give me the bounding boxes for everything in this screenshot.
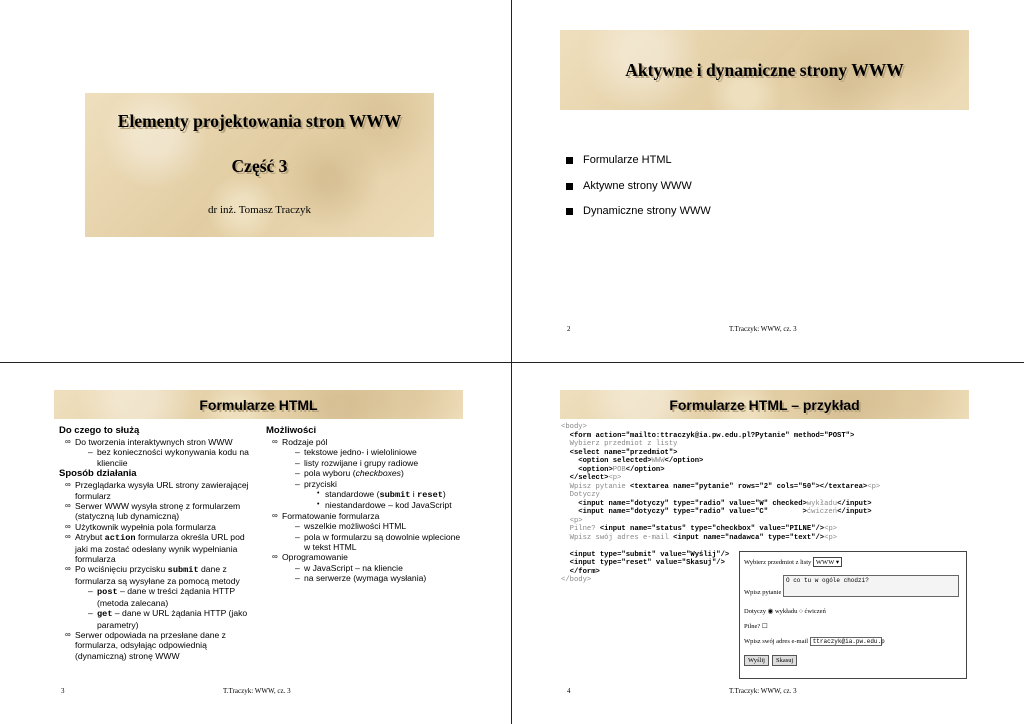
reset-button[interactable]: Skasuj	[772, 655, 797, 666]
heading: Sposób działania	[59, 468, 137, 480]
list-item: • niestandardowe – kod JavaScript	[266, 500, 462, 510]
slide2-title-box	[560, 30, 969, 110]
code-text: action	[104, 533, 136, 544]
horizontal-divider	[0, 362, 1024, 363]
text: i	[410, 489, 418, 500]
select-label: Wybierz przedmiot z listy	[744, 559, 812, 566]
slide4-footer: T.Traczyk: WWW, cz. 3	[729, 687, 797, 695]
radio2-label: ćwiczeń	[804, 608, 826, 615]
list-item: – pola w formularzu są dowolnie wplecione w tekst HTML	[266, 532, 462, 553]
list-item: – na serwerze (wymaga wysłania)	[266, 573, 462, 583]
list-item: ∞ Formatowanie formularza	[266, 511, 462, 521]
text: standardowe (	[325, 489, 380, 500]
list-item: ∞ Użytkownik wypełnia pola formularza	[59, 522, 259, 532]
code-text: post	[97, 587, 118, 598]
list-item	[266, 489, 462, 500]
slide1-subtitle: Część 3	[231, 156, 288, 176]
checkbox-icon[interactable]: ☐	[761, 623, 768, 630]
slide1-title-box	[85, 93, 434, 237]
slide3-left-column	[59, 425, 259, 661]
bullet-text: Dynamiczne strony WWW	[583, 205, 711, 217]
italic-text: checkboxes	[355, 468, 401, 479]
email-label: Wpisz swój adres e-mail	[744, 638, 809, 645]
html-code-listing: <body> <form action="mailto:ttraczyk@ia.pw.edu.pl?Pytanie" method="POST"> Wybierz przedmiot z listy <select name="przedmiot"> <option selected>WWW</option> <option>POB</option> </select><p> Wpisz pytanie <textarea name="pytanie" rows="2" cols="50"></textarea><p> Dotyczy <input name="dotyczy" type="radio" value="W" checked>wykładu</input> <input name="dotyczy" type="radio" value="C" >ćwiczeń</input> <p> Pilne? <input name="status" type="checkbox" value="PILNE"/><p> Wpisz swój adres e-mail <input name="nadawca" type="text"/><p> <input type="submit" value="Wyślij"/> <input type="reset" value="Skasuj"/> </form> </body>	[561, 423, 881, 584]
heading: Do czego to służą	[59, 425, 140, 436]
text: – dane w treści żądania HTTP (metoda zalecana)	[97, 586, 235, 608]
slide1-title: Elementy projektowania stron WWW	[117, 111, 402, 131]
code-text: get	[97, 609, 113, 620]
slide2-page-number: 2	[567, 325, 571, 333]
radio-checked-icon[interactable]: ◉	[767, 608, 774, 615]
email-row	[744, 637, 885, 646]
slide2-bullet	[566, 180, 692, 192]
list-item: ∞ Do tworzenia interaktywnych stron WWW	[59, 437, 259, 447]
code-text: reset	[417, 490, 443, 501]
list-item: – w JavaScript – na kliencie	[266, 563, 462, 573]
list-item: ∞ Oprogramowanie	[266, 552, 462, 562]
text: pola wyboru (	[304, 468, 356, 479]
subject-select[interactable]: WWW ▾	[813, 557, 842, 567]
text: dane z formularza są wysyłane za pomocą metody	[75, 564, 240, 586]
select-row	[744, 557, 842, 567]
slide4-title-box	[560, 390, 969, 419]
question-textarea[interactable]: O co tu w ogóle chodzi?	[783, 575, 959, 597]
list-item: – przyciski	[266, 479, 462, 489]
slide2-footer: T.Traczyk: WWW, cz. 3	[729, 325, 797, 333]
list-item: ∞ Przeglądarka wysyła URL strony zawierającej formularz	[59, 480, 259, 501]
slide2-title: Aktywne i dynamiczne strony WWW	[625, 60, 904, 80]
slide4-title: Formularze HTML – przykład	[669, 397, 860, 413]
email-input[interactable]: ttraczyk@ia.pw.edu.p	[810, 637, 882, 646]
question-label: Wpisz pytanie	[744, 589, 782, 596]
text: )	[442, 489, 446, 500]
text: Po wciśnięciu przycisku	[75, 564, 168, 575]
list-item: ∞ Serwer WWW wysyła stronę z formularzem (statyczną lub dynamiczną)	[59, 501, 259, 522]
bullet-text: Formularze HTML	[583, 154, 672, 166]
text: Atrybut	[75, 532, 105, 543]
radio1-label: wykładu	[774, 608, 798, 615]
square-bullet-icon	[566, 157, 573, 164]
list-item: – tekstowe jedno- i wieloliniowe	[266, 447, 462, 457]
list-item: – bez konieczności wykonywania kodu na klienciie	[59, 447, 259, 468]
slide2-bullet	[566, 154, 672, 166]
slide1-author: dr inż. Tomasz Traczyk	[208, 204, 311, 216]
pilne-row	[744, 622, 768, 630]
list-item	[59, 564, 259, 586]
list-item	[266, 468, 462, 478]
radio-empty-icon[interactable]: ○	[798, 608, 803, 615]
list-item	[59, 608, 259, 630]
slide3-footer: T.Traczyk: WWW, cz. 3	[223, 687, 291, 695]
text: formularza określa URL pod jaki ma zostać odesłany wynik wypełniania formularza	[75, 532, 245, 565]
square-bullet-icon	[566, 208, 573, 215]
list-item: – wszelkie możliwości HTML	[266, 521, 462, 531]
dotyczy-row	[744, 607, 826, 615]
slide2-bullet	[566, 205, 711, 217]
code-text: submit	[379, 490, 411, 501]
slide3-right-column	[266, 425, 462, 584]
text: )	[400, 468, 404, 479]
list-item: ∞ Rodzaje pól	[266, 437, 462, 447]
heading: Możliwości	[266, 425, 317, 436]
list-item	[59, 532, 259, 564]
buttons-row	[744, 655, 800, 666]
square-bullet-icon	[566, 183, 573, 190]
slide3-page-number: 3	[61, 687, 65, 695]
slide3-title-box	[54, 390, 463, 419]
bullet-text: Aktywne strony WWW	[583, 180, 692, 192]
dotyczy-label: Dotyczy	[744, 608, 767, 615]
list-item	[59, 586, 259, 608]
slide4-page-number: 4	[567, 687, 571, 695]
form-preview	[739, 551, 967, 679]
pilne-label: Pilne?	[744, 623, 761, 630]
code-text: submit	[167, 565, 199, 576]
list-item: – listy rozwijane i grupy radiowe	[266, 458, 462, 468]
slide3-title: Formularze HTML	[199, 397, 318, 413]
submit-button[interactable]: Wyślij	[744, 655, 769, 666]
list-item: ∞ Serwer odpowiada na przesłane dane z formularza, odsyłając odpowiednią (dynamiczną) stronę WWW	[59, 630, 259, 661]
text: – dane w URL żądania HTTP (jako parametry)	[97, 608, 248, 630]
